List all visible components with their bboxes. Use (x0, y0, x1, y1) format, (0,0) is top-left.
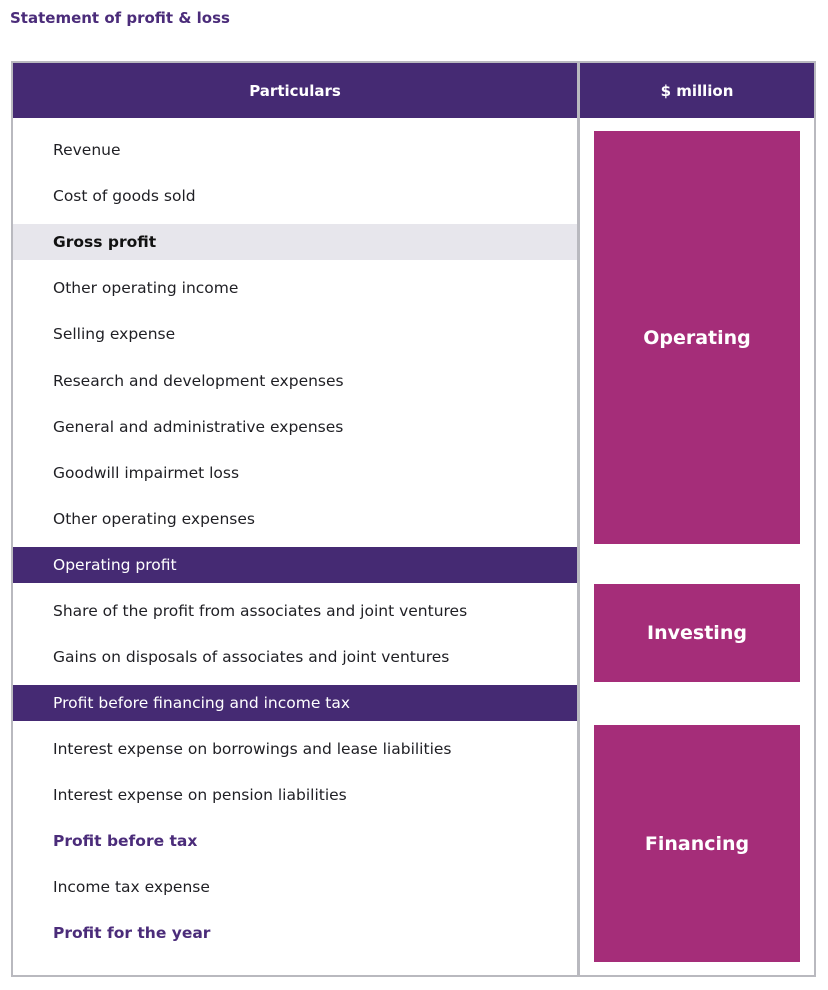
profit-loss-table (11, 61, 816, 977)
header-particulars: Particulars (13, 63, 577, 118)
row-gross-profit: Gross profit (13, 224, 577, 260)
row-interest-borrowings: Interest expense on borrowings and lease liabilities (53, 740, 452, 758)
row-gains-on-disposals: Gains on disposals of associates and joint ventures (53, 648, 450, 666)
row-revenue: Revenue (53, 141, 121, 159)
column-divider (577, 63, 580, 975)
row-share-of-profit: Share of the profit from associates and joint ventures (53, 602, 468, 620)
row-other-operating-income: Other operating income (53, 279, 239, 297)
category-operating: Operating (594, 131, 800, 544)
category-financing: Financing (594, 725, 800, 962)
row-other-operating-expenses: Other operating expenses (53, 510, 255, 528)
header-unit: $ million (580, 63, 814, 118)
row-profit-for-the-year: Profit for the year (53, 924, 211, 942)
row-income-tax-expense: Income tax expense (53, 878, 210, 896)
row-cost-of-goods-sold: Cost of goods sold (53, 187, 196, 205)
row-goodwill-impairment: Goodwill impairmet loss (53, 464, 240, 482)
row-profit-before-financing: Profit before financing and income tax (13, 685, 577, 721)
row-selling-expense: Selling expense (53, 325, 176, 343)
page-title: Statement of profit & loss (10, 9, 230, 27)
row-general-administrative: General and administrative expenses (53, 418, 344, 436)
category-investing: Investing (594, 584, 800, 682)
row-interest-pension: Interest expense on pension liabilities (53, 786, 347, 804)
row-operating-profit: Operating profit (13, 547, 577, 583)
row-research-development: Research and development expenses (53, 372, 344, 390)
row-profit-before-tax: Profit before tax (53, 832, 198, 850)
